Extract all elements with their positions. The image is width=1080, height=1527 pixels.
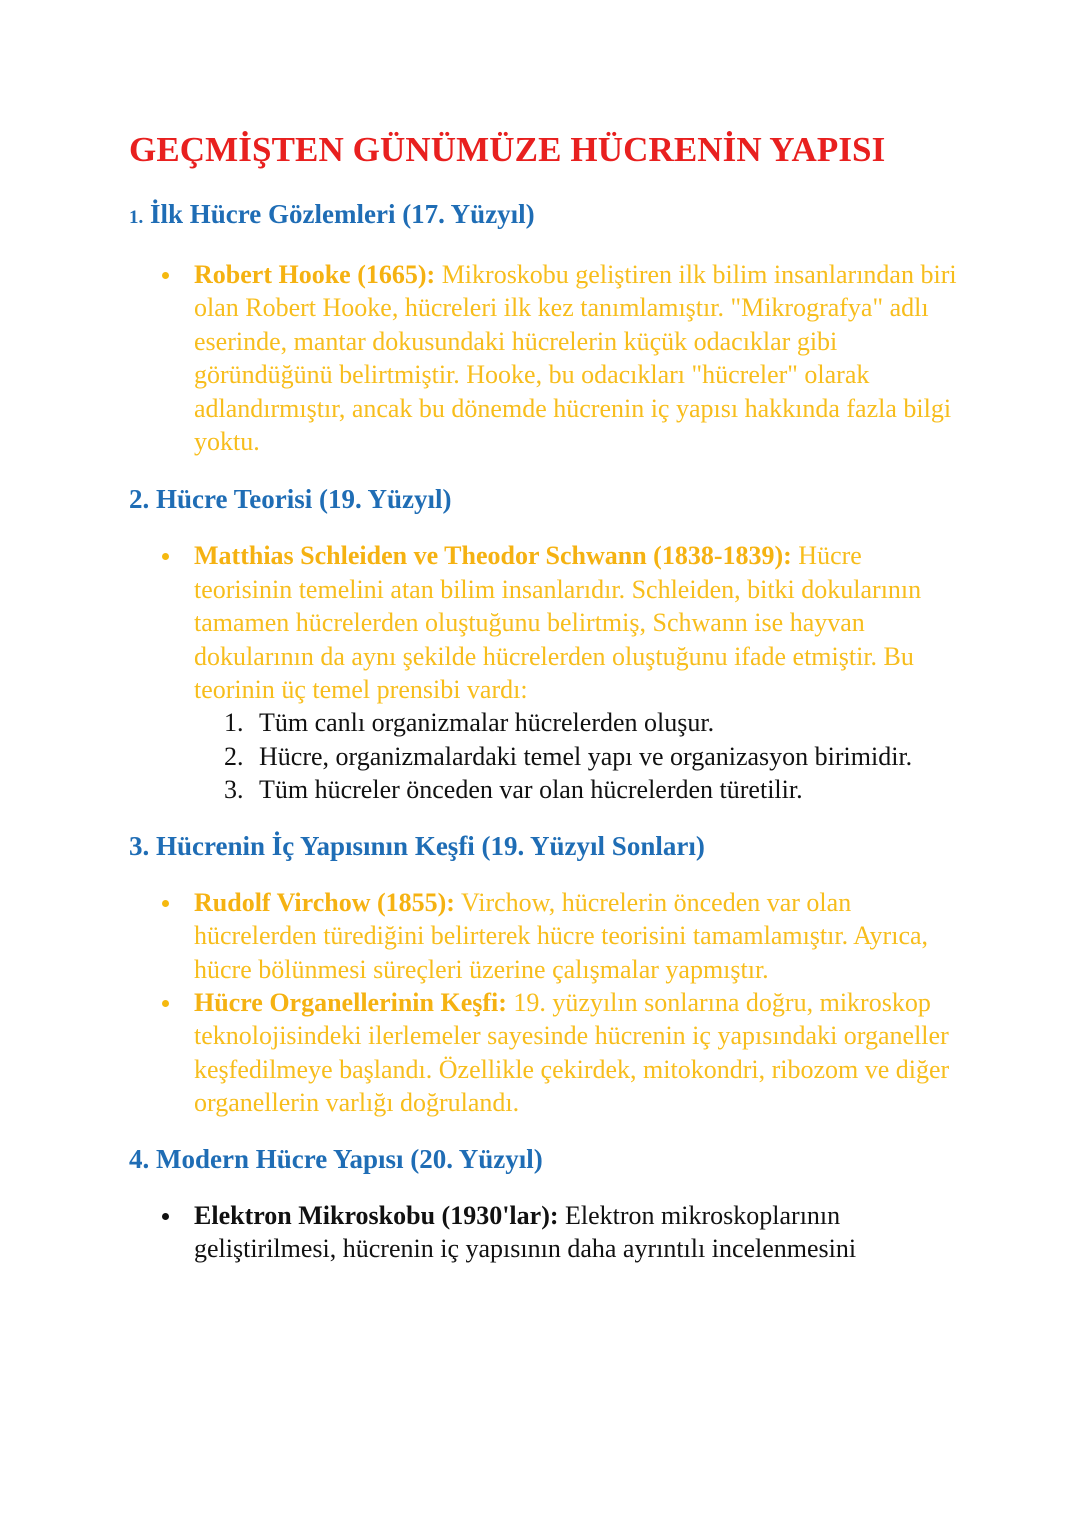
- page-title: GEÇMİŞTEN GÜNÜMÜZE HÜCRENİN YAPISI: [129, 130, 886, 169]
- section-number: 1.: [129, 207, 144, 228]
- item-text: Mikroskobu geliştiren ilk bilim insanlarından biri olan Robert Hooke, hücreleri ilk kez tanımlamıştır. "Mikrografya" adlı eserinde, mantar dokusundaki hücrelerin küçük odacıklar gibi göründüğünü belirtmiştir. Hooke, bu odacıkları "hücreler" olarak adlandırmıştır, ancak bu dönemde hücrenin iç yapısı hakkında fazla bilgi yoktu.: [194, 260, 957, 457]
- section-heading-2: [129, 482, 959, 516]
- bullet-icon: [162, 553, 169, 560]
- item-text: Hücre teorisinin temelini atan bilim insanlarıdır. Schleiden, bitki dokularının tamamen hücrelerden oluştuğunu belirtmiş, Schwann ise hayvan dokularının da aynı şekilde hücrelerden oluştuğunu ifade etmiştir. Bu teorinin üç temel prensibi vardı:: [194, 541, 922, 705]
- principle-number: 3.: [224, 775, 244, 805]
- bullet-icon: [162, 900, 169, 907]
- list-item: [129, 886, 959, 986]
- bullet-icon: [162, 1213, 169, 1220]
- section-title: Hücre Teorisi (19. Yüzyıl): [156, 484, 452, 515]
- bullet-icon: [162, 1000, 169, 1007]
- section-2-list: [129, 539, 959, 806]
- section-title: İlk Hücre Gözlemleri (17. Yüzyıl): [150, 199, 535, 229]
- principle-text: Hücre, organizmalardaki temel yapı ve organizasyon birimidir.: [259, 741, 913, 771]
- section-number: 2.: [129, 484, 150, 515]
- list-item: [129, 539, 959, 806]
- principles-list: [194, 706, 959, 806]
- principle-number: 1.: [224, 708, 244, 738]
- principle-item: [224, 773, 959, 806]
- principle-item: [224, 706, 959, 739]
- bullet-icon: [162, 272, 169, 279]
- section-3-list: [129, 886, 959, 1120]
- list-item: [129, 258, 959, 458]
- document-page: [129, 126, 959, 1265]
- section-heading-4: [129, 1142, 959, 1176]
- item-text: Elektron mikroskoplarının geliştirilmesi, hücrenin iç yapısının daha ayrıntılı incelenmesini: [194, 1200, 857, 1263]
- item-text: 19. yüzyılın sonlarına doğru, mikroskop teknolojisindeki ilerlemeler sayesinde hücrenin iç yapısındaki organeller keşfedilmeye başlandı. Özellikle çekirdek, mitokondri, ribozom ve diğer organellerin varlığı doğrulandı.: [194, 987, 950, 1118]
- item-lead: Elektron Mikroskobu (1930'lar):: [194, 1200, 559, 1230]
- item-lead: Rudolf Virchow (1855):: [194, 887, 455, 917]
- section-heading-3: [129, 829, 959, 863]
- principle-text: Tüm hücreler önceden var olan hücrelerden türetilir.: [259, 775, 803, 805]
- section-title: Modern Hücre Yapısı (20. Yüzyıl): [156, 1143, 543, 1174]
- principle-item: [224, 740, 959, 773]
- section-heading-1: [129, 197, 959, 235]
- section-number: 3.: [129, 830, 150, 861]
- principle-text: Tüm canlı organizmalar hücrelerden oluşur.: [259, 708, 715, 738]
- item-lead: Hücre Organellerinin Keşfi:: [194, 987, 507, 1017]
- section-number: 4.: [129, 1143, 150, 1174]
- section-1-list: [129, 258, 959, 458]
- item-text: Virchow, hücrelerin önceden var olan hücrelerden türediğini belirterek hücre teorisini tamamlamıştır. Ayrıca, hücre bölünmesi süreçleri üzerine çalışmalar yapmıştır.: [194, 887, 929, 984]
- list-item: [129, 986, 959, 1120]
- principle-number: 2.: [224, 741, 244, 771]
- section-title: Hücrenin İç Yapısının Keşfi (19. Yüzyıl Sonları): [156, 830, 705, 861]
- list-item: [129, 1199, 959, 1266]
- item-lead: Matthias Schleiden ve Theodor Schwann (1838-1839):: [194, 541, 792, 571]
- section-4-list: [129, 1199, 959, 1266]
- item-lead: Robert Hooke (1665):: [194, 260, 436, 289]
